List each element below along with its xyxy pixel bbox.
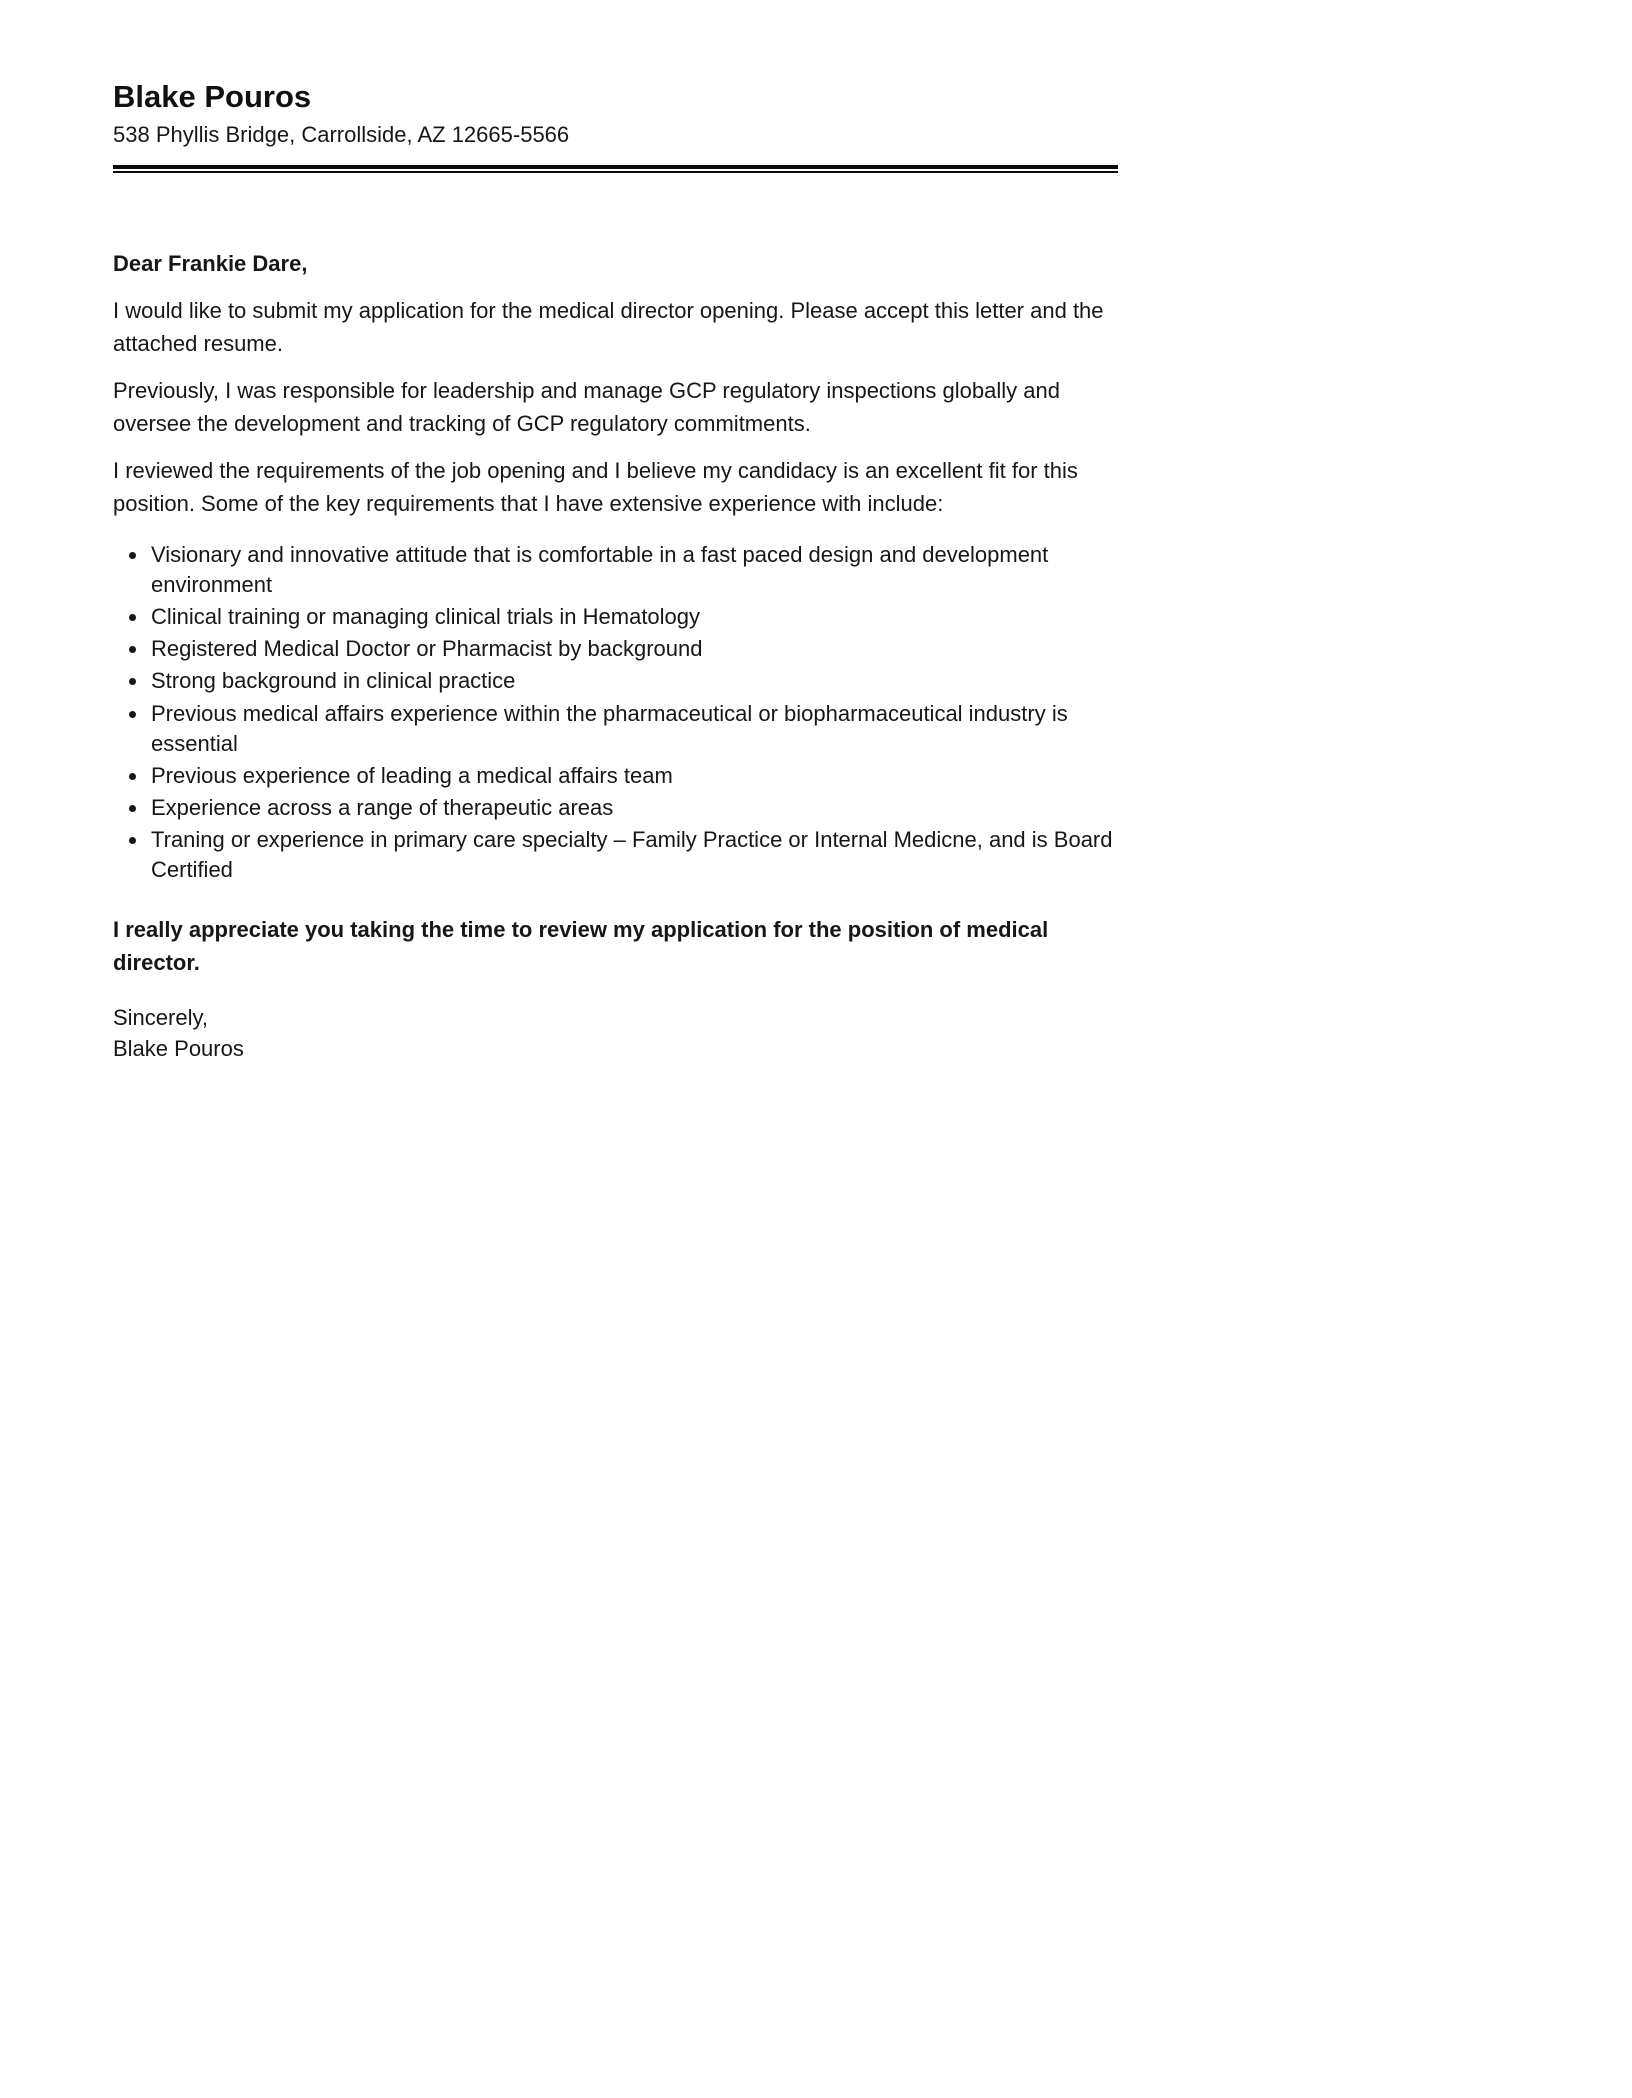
list-item: • Previous experience of leading a medical affairs team — [149, 761, 1118, 791]
paragraph-requirements-intro: I reviewed the requirements of the job opening and I believe my candidacy is an excellent fit for this position. Some of the key requirements that I have extensive experience with include: — [113, 457, 1078, 516]
paragraph-application: I would like to submit my application for the medical director opening. Please accept this letter and the attached resume. — [113, 297, 1104, 356]
requirements-list — [113, 540, 1118, 885]
letter-content — [113, 78, 1118, 1065]
divider-thin-line — [113, 171, 1118, 173]
salutation: Dear Frankie Dare, — [113, 250, 308, 276]
signoff-block — [113, 1003, 1118, 1065]
letter-body — [113, 247, 1118, 1065]
signoff: Sincerely, — [113, 1005, 208, 1031]
list-item: • Registered Medical Doctor or Pharmacist by background — [149, 634, 1118, 664]
list-item: • Previous medical affairs experience within the pharmaceutical or biopharmaceutical industry is essential — [149, 699, 1118, 759]
closing-statement: I really appreciate you taking the time to review my application for the position of medical director. — [113, 917, 1049, 976]
signature: Blake Pouros — [113, 1036, 244, 1062]
paragraph-experience: Previously, I was responsible for leadership and manage GCP regulatory inspections globally and oversee the development and tracking of GCP regulatory commitments. — [113, 377, 1060, 436]
list-item: • Traning or experience in primary care specialty – Family Practice or Internal Medicne, and is Board Certified — [149, 825, 1118, 885]
sender-address: 538 Phyllis Bridge, Carrollside, AZ 12665-5566 — [113, 122, 570, 148]
list-item: • Strong background in clinical practice — [149, 666, 1118, 696]
list-item: • Experience across a range of therapeutic areas — [149, 793, 1118, 823]
header-divider — [113, 165, 1118, 173]
list-item: • Clinical training or managing clinical trials in Hematology — [149, 602, 1118, 632]
letter-header — [113, 78, 1118, 151]
list-item: • Visionary and innovative attitude that is comfortable in a fast paced design and development environment — [149, 540, 1118, 600]
sender-name: Blake Pouros — [113, 79, 312, 114]
divider-thick-line — [113, 165, 1118, 169]
